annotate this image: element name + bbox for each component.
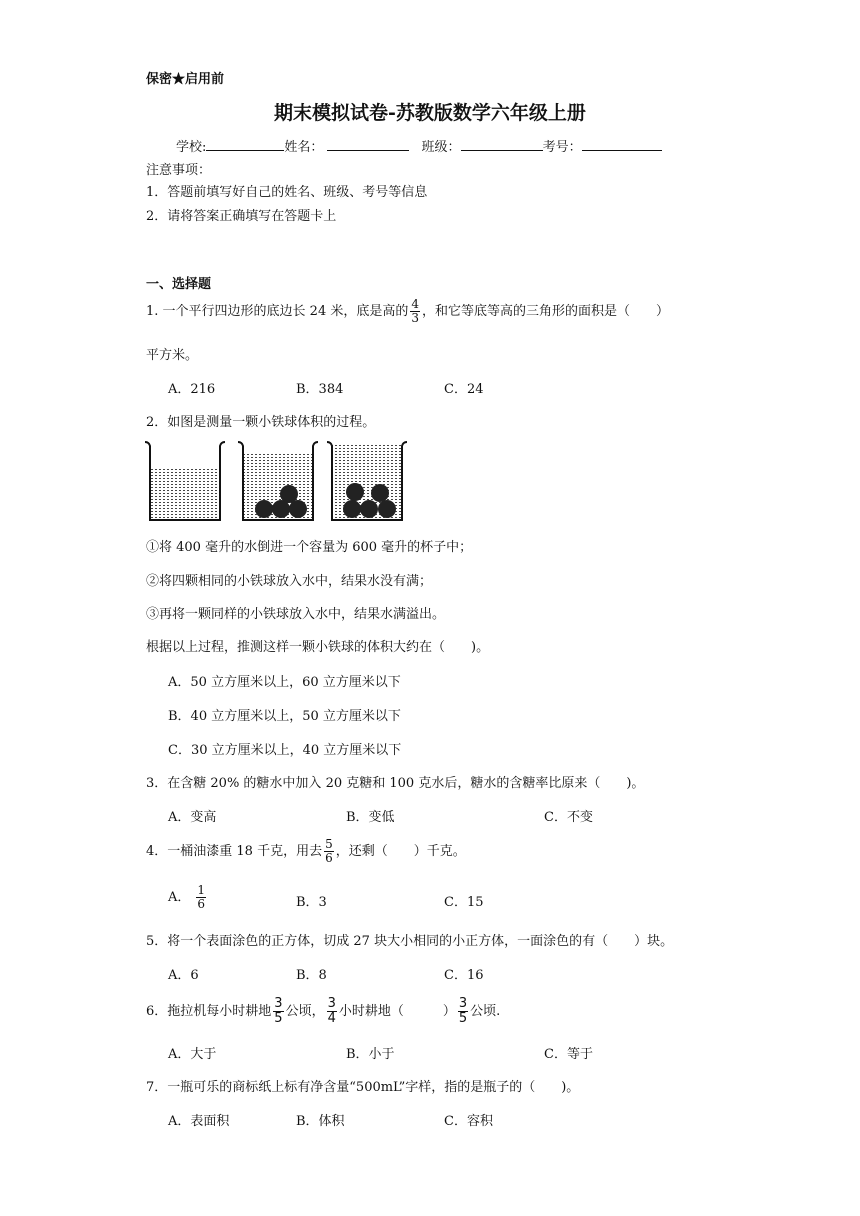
q6-option-c[interactable]: C．等于 <box>544 1047 593 1062</box>
q4-opta-num: 1 <box>197 883 206 897</box>
q6-f1-den: 5 <box>274 1011 283 1026</box>
q1-text-post: ，和它等底等高的三角形的面积是（ ） <box>421 304 669 319</box>
q2-option-a[interactable]: A．50 立方厘米以上，60 立方厘米以下 <box>168 675 401 690</box>
name-blank <box>327 138 409 151</box>
iron-ball <box>371 484 389 502</box>
question-1 <box>146 296 669 328</box>
secret-label: 保密★启用前 <box>146 72 225 87</box>
q4-frac-num: 5 <box>325 837 333 851</box>
iron-ball <box>378 500 396 518</box>
school-label: 学校: <box>176 140 207 155</box>
q5-option-b[interactable]: B．8 <box>296 968 327 983</box>
q1-text-pre: 1. 一个平行四边形的底边长 24 米，底是高的 <box>146 304 409 319</box>
q4-frac-den: 6 <box>325 851 333 865</box>
q6-fraction-2 <box>327 997 337 1026</box>
iron-ball <box>343 500 361 518</box>
q2-step-1: ①将 400 毫升的水倒进一个容量为 600 毫升的杯子中； <box>146 540 473 555</box>
q5-option-a[interactable]: A．6 <box>168 968 199 983</box>
iron-ball <box>346 483 364 501</box>
q3-stem: 3．在含糖 20% 的糖水中加入 20 克糖和 100 克水后，糖水的含糖率比原来（ )。 <box>146 776 645 791</box>
q7-option-c[interactable]: C．容积 <box>444 1114 493 1129</box>
question-6 <box>146 996 500 1028</box>
q7-option-a[interactable]: A．表面积 <box>168 1114 230 1129</box>
q6-option-b[interactable]: B．小于 <box>346 1047 395 1062</box>
q2-option-b[interactable]: B．40 立方厘米以上，50 立方厘米以下 <box>168 709 401 724</box>
q2-option-c[interactable]: C．30 立方厘米以上，40 立方厘米以下 <box>168 743 402 758</box>
q2-stem: 2．如图是测量一颗小铁球体积的过程。 <box>146 415 376 430</box>
class-label: 班级： <box>421 140 461 155</box>
q4-fraction <box>324 838 334 865</box>
q6-text-mid2: 小时耕地（ ） <box>338 1004 456 1019</box>
q4-option-a-label: A． <box>168 890 191 905</box>
q1-option-b[interactable]: B．384 <box>296 382 344 397</box>
q6-f2-num: 3 <box>327 996 336 1011</box>
student-info-line <box>176 136 662 155</box>
q6-f3-num: 3 <box>458 996 468 1011</box>
q4-opta-den: 6 <box>197 897 206 911</box>
class-blank <box>461 138 543 151</box>
q7-stem: 7．一瓶可乐的商标纸上标有净含量“500mL”字样，指的是瓶子的（ )。 <box>146 1080 580 1095</box>
notice-item: 1．答题前填写好自己的姓名、班级、考号等信息 <box>146 185 428 200</box>
q6-fraction-3 <box>458 997 468 1026</box>
q7-option-b[interactable]: B．体积 <box>296 1114 345 1129</box>
question-4 <box>146 836 466 868</box>
notice-title: 注意事项： <box>146 163 212 178</box>
notice-item: 2．请将答案正确填写在答题卡上 <box>146 209 337 224</box>
q6-text-mid1: 公顷， <box>285 1004 325 1019</box>
iron-ball <box>360 500 378 518</box>
iron-ball <box>289 500 307 518</box>
q4-text-post: ，还剩（ ）千克。 <box>335 844 466 859</box>
q6-text-pre: 6．拖拉机每小时耕地 <box>146 1004 272 1019</box>
q4-option-b[interactable]: B．3 <box>296 895 327 910</box>
beaker-2 <box>238 442 318 520</box>
q3-option-a[interactable]: A．变高 <box>168 810 217 825</box>
q6-f1-num: 3 <box>274 996 283 1011</box>
q6-text-post: 公顷. <box>470 1004 501 1019</box>
q4-option-a-fraction <box>196 884 206 911</box>
q1-option-a[interactable]: A．216 <box>168 382 216 397</box>
q6-option-a[interactable]: A．大于 <box>168 1047 217 1062</box>
name-label: 姓名： <box>284 140 324 155</box>
q4-option-c[interactable]: C．15 <box>444 895 484 910</box>
exam-no-blank <box>582 138 662 151</box>
iron-ball <box>255 500 273 518</box>
q5-stem: 5．将一个表面涂色的正方体，切成 27 块大小相同的小正方体，一面涂色的有（ ）块。 <box>146 934 674 949</box>
beaker-1 <box>145 442 225 520</box>
q1-frac-den: 3 <box>411 311 419 325</box>
page-title: 期末模拟试卷-苏教版数学六年级上册 <box>274 102 586 124</box>
q1-line2: 平方米。 <box>146 348 199 363</box>
q6-f3-den: 5 <box>458 1011 468 1026</box>
q1-option-c[interactable]: C．24 <box>444 382 484 397</box>
q2-question: 根据以上过程，推测这样一颗小铁球的体积大约在（ )。 <box>146 640 490 655</box>
beaker-3 <box>327 442 407 520</box>
section-title: 一、选择题 <box>146 277 212 292</box>
beakers-figure <box>143 438 408 524</box>
iron-ball <box>280 485 298 503</box>
q2-step-3: ③再将一颗同样的小铁球放入水中，结果水满溢出。 <box>146 607 446 622</box>
q3-option-b[interactable]: B．变低 <box>346 810 395 825</box>
q1-fraction <box>410 298 420 325</box>
q4-option-a[interactable] <box>168 882 208 914</box>
q6-f2-den: 4 <box>327 1011 336 1026</box>
q5-option-c[interactable]: C．16 <box>444 968 484 983</box>
q2-step-2: ②将四颗相同的小铁球放入水中，结果水没有满； <box>146 574 433 589</box>
school-blank <box>206 138 284 151</box>
q3-option-c[interactable]: C．不变 <box>544 810 593 825</box>
q1-frac-num: 4 <box>411 297 419 311</box>
q6-fraction-1 <box>273 997 283 1026</box>
q4-text-pre: 4．一桶油漆重 18 千克，用去 <box>146 844 323 859</box>
exam-no-label: 考号： <box>542 140 582 155</box>
